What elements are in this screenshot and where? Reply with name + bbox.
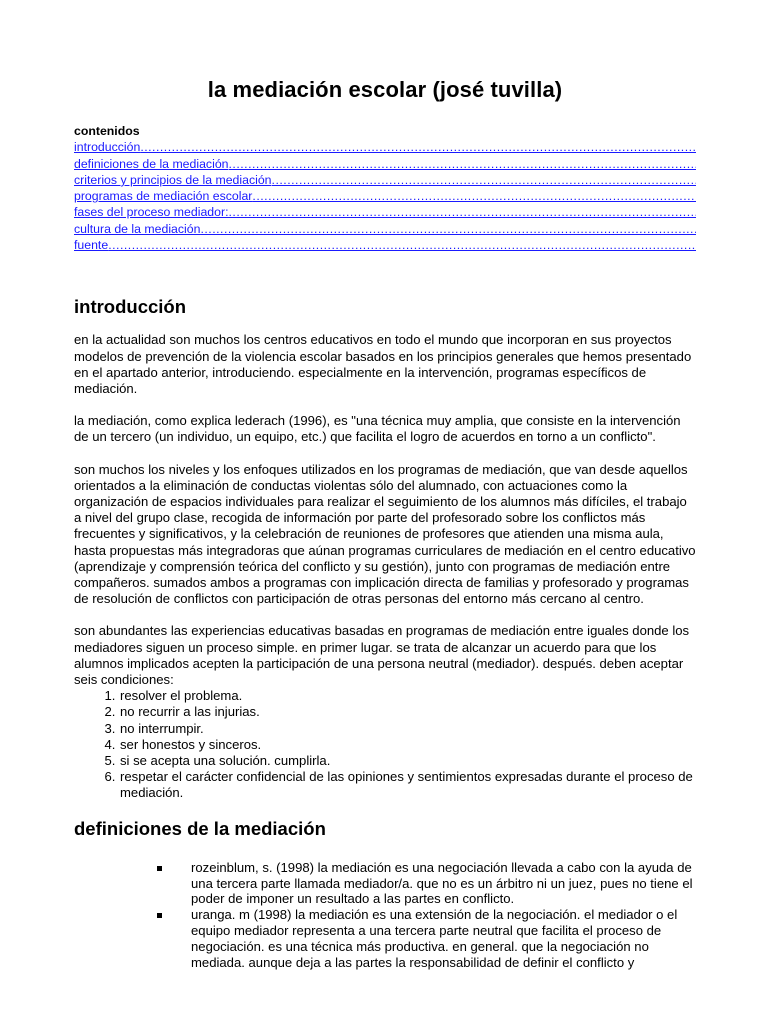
toc-link-label: fases del proceso mediador:	[74, 205, 229, 220]
definition-item	[191, 860, 696, 908]
paragraph: son abundantes las experiencias educativas basadas en programas de mediación entre iguales donde los mediadores siguen un proceso simple. en primer lugar. se trata de alcanzar un acuerdo para que los alumnos implicados acepten la participación de una persona neutral (mediador). después. deben aceptar seis condiciones:	[74, 623, 690, 688]
section-heading-introduccion: introducción	[74, 296, 187, 318]
toc-link-label: introducción	[74, 140, 141, 155]
condition-item: 3. no interrumpir.	[119, 721, 696, 737]
toc-leader	[228, 204, 696, 220]
document-page	[74, 0, 696, 971]
toc-link-label: definiciones de la mediación	[74, 156, 229, 171]
toc-heading: contenidos	[74, 124, 140, 138]
toc-leader	[252, 188, 696, 204]
toc-link-label: programas de mediación escolar	[74, 189, 253, 204]
paragraph: en la actualidad son muchos los centros educativos en todo el mundo que incorporan en sus proyectos modelos de prevención de la violencia escolar basados en los principios generales que hemos presentado en el apartado anterior, introduciendo. especialmente en la intervención, programas específicos de mediación.	[74, 332, 692, 396]
definition-text: rozeinblum, s. (1998) la mediación es una negociación llevada a cabo con la ayuda de una tercera parte llamada mediador/a. que no es un árbitro ni un juez, pues no tiene el poder de imponer un resultado a las partes en conflicto.	[191, 859, 693, 907]
toc-link-fases[interactable]	[74, 204, 696, 220]
paragraph: la mediación, como explica lederach (1996), es "una técnica muy amplia, que consiste en la intervención de un tercero (un individuo, un equipo, etc.) que facilita el logro de acuerdos en torno a un conflicto".	[74, 413, 681, 445]
paragraph: son muchos los niveles y los enfoques utilizados en los programas de mediación, que van desde aquellos orientados a la eliminación de conductas violentas sólo del alumnado, con actuaciones como la organización de espacios individuales para realizar el seguimiento de los alumnos más difíciles, el trabajo a nivel del grupo clase, recogida de información por parte del profesorado sobre los conflictos más frecuentes y significativos, y la celebración de reuniones de profesores que atienden una misma aula, hasta propuestas más integradoras que aúnan programas curriculares de mediación en el centro educativo (aprendizaje y comprensión teórica del conflicto y su gestión), junto con programas de mediación entre compañeros. sumados ambos a programas con implicación directa de familias y profesorado y programas de resolución de conflictos con participación de otras personas del entorno más cercano al centro.	[74, 461, 696, 607]
definitions-list	[74, 860, 696, 971]
toc-link-definiciones[interactable]	[74, 156, 696, 172]
toc-leader	[272, 172, 696, 188]
section-definiciones	[74, 817, 696, 971]
section-heading-definiciones: definiciones de la mediación	[74, 817, 326, 839]
toc-link-introduccion[interactable]	[74, 139, 696, 155]
definition-text: uranga. m (1998) la mediación es una extensión de la negociación. el mediador o el equipo mediador representa a una tercera parte neutral que facilita el proceso de negociación. es una técnica más productiva. en general. que la negociación no mediada. aunque deja a las partes la responsabilidad de definir el conflicto y	[191, 907, 678, 971]
condition-item: 5. si se acepta una solución. cumplirla.	[119, 753, 696, 769]
conditions-list	[74, 688, 696, 801]
definition-item	[191, 907, 696, 971]
condition-item: 2. no recurrir a las injurias.	[119, 704, 696, 720]
table-of-contents	[74, 123, 696, 253]
condition-item: 1. resolver el problema.	[119, 688, 696, 704]
square-bullet-icon	[157, 866, 162, 871]
toc-link-label: criterios y principios de la mediación	[74, 172, 272, 187]
condition-item: 4. ser honestos y sinceros.	[119, 737, 696, 753]
toc-link-label: cultura de la mediación	[74, 221, 201, 236]
toc-link-label: fuente	[74, 238, 109, 253]
toc-link-programas[interactable]	[74, 188, 696, 204]
page-title: la mediación escolar (josé tuvilla)	[207, 77, 563, 102]
toc-leader	[200, 221, 696, 237]
toc-link-cultura[interactable]	[74, 221, 696, 237]
condition-item: 6. respetar el carácter confidencial de las opiniones y sentimientos expresadas durante el proceso de mediación.	[119, 769, 696, 801]
toc-leader	[140, 139, 696, 155]
square-bullet-icon	[157, 913, 162, 918]
toc-leader	[108, 237, 696, 253]
toc-link-fuente[interactable]	[74, 237, 696, 253]
toc-leader	[229, 156, 697, 172]
section-introduccion	[74, 295, 696, 801]
toc-link-criterios[interactable]	[74, 172, 696, 188]
